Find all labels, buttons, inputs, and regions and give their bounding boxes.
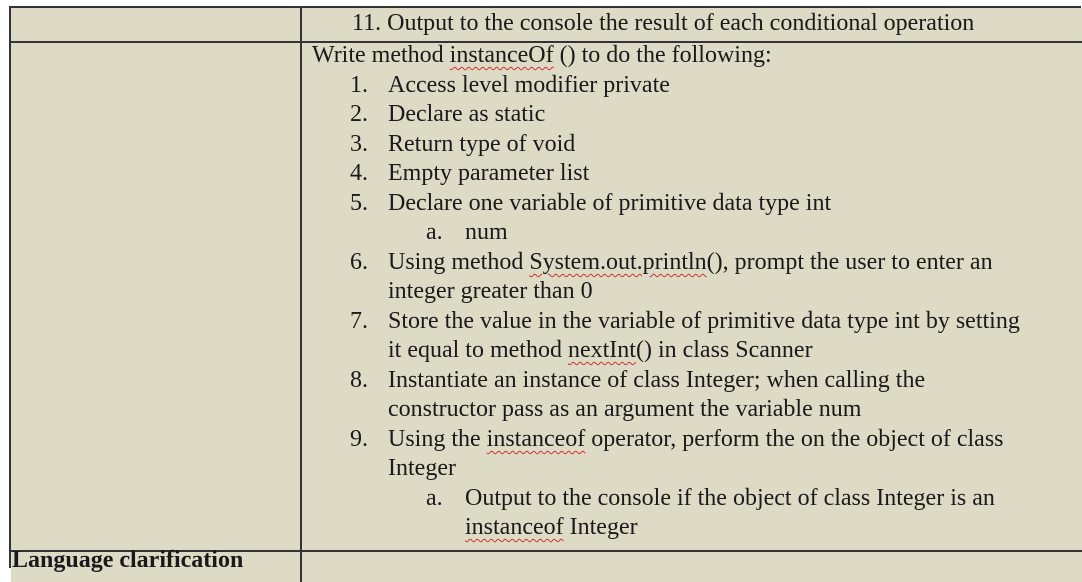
item-text: Declare as static: [388, 101, 546, 127]
item-text: Declare one variable of primitive data type int: [388, 190, 832, 216]
item-number: 1.: [350, 72, 368, 98]
row3-content-cell: [302, 552, 1082, 582]
item-text: Empty parameter list: [388, 160, 590, 186]
item-number: 5.: [350, 190, 368, 216]
method-intro: [312, 41, 772, 71]
intro-suffix: () to do the following:: [553, 42, 772, 68]
item-text: Access level modifier private: [388, 72, 670, 98]
item-text: Instantiate an instance of class Integer; when calling the: [388, 367, 926, 393]
subitem-letter: a.: [426, 485, 443, 511]
item-text-prefix: it equal to method: [388, 337, 568, 363]
item-text-continuation: constructor pass as an argument the variable num: [388, 396, 862, 422]
subitem-text: num: [465, 219, 508, 245]
item-text-prefix: Using the: [388, 426, 487, 452]
item-number: 2.: [350, 101, 368, 127]
item-text-continuation: [388, 336, 813, 366]
item-text-continuation: Integer: [388, 455, 456, 481]
item-number: 9.: [350, 426, 368, 452]
item-text-suffix: Integer: [563, 514, 638, 540]
item-number: 6.: [350, 249, 368, 275]
item-number: 3.: [350, 131, 368, 157]
item-number: 7.: [350, 308, 368, 334]
item-text-suffix: () in class Scanner: [635, 337, 813, 363]
subitem-text-continuation: [465, 513, 638, 543]
item-code-term: instanceof: [486, 426, 586, 452]
row2-label-cell: [11, 43, 302, 552]
item-text: [388, 248, 993, 278]
item-number: 8.: [350, 367, 368, 393]
row1-label-cell: [11, 8, 302, 43]
item-code-term: System.out.println: [529, 249, 707, 275]
intro-method-name: instanceOf: [449, 42, 554, 68]
item-code-term: instanceof: [465, 514, 564, 540]
item-text-prefix: Using method: [388, 249, 530, 275]
item-text: Store the value in the variable of primitive data type int by setting: [388, 308, 1020, 334]
item-number: 4.: [350, 160, 368, 186]
subitem-letter: a.: [426, 219, 443, 245]
subitem-text: Output to the console if the object of class Integer is an: [465, 485, 995, 511]
intro-prefix: Write method: [312, 42, 450, 68]
item-text-suffix: operator, perform the on the object of class: [585, 426, 1004, 452]
item-text: Return type of void: [388, 131, 576, 157]
row3-label: Language clarification: [12, 547, 244, 573]
item-code-term: nextInt: [567, 337, 636, 363]
item-text: [388, 425, 1004, 455]
item-text-continuation: integer greater than 0: [388, 278, 593, 304]
item-text-suffix: (), prompt the user to enter an: [706, 249, 993, 275]
step-11-text: 11. Output to the console the result of each conditional operation: [352, 10, 975, 36]
